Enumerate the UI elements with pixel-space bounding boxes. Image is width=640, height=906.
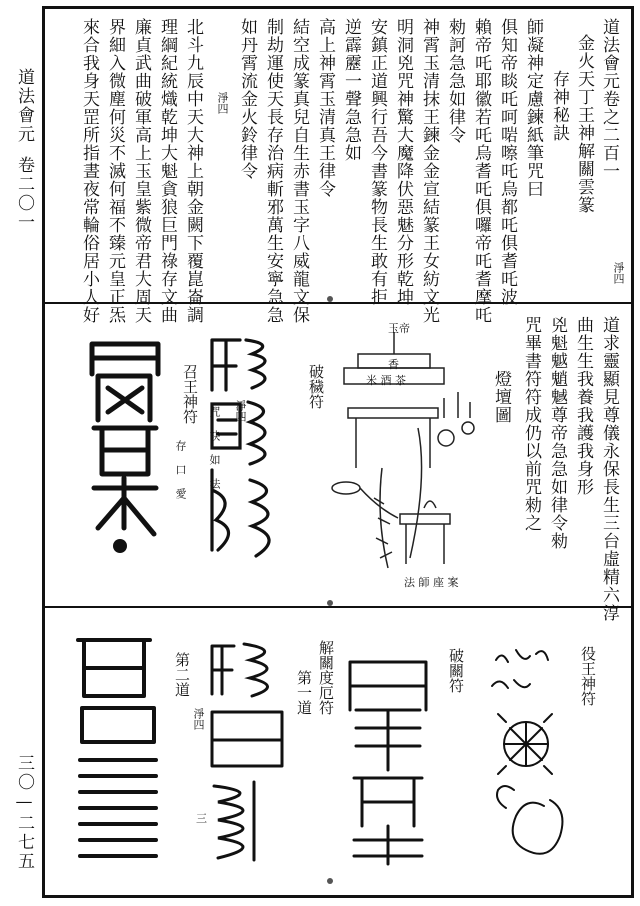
text-column: 北斗九辰中天大神上朝金闕下覆崑崙調 bbox=[183, 18, 203, 324]
divider-bottom bbox=[42, 606, 634, 608]
altar-label-table: 法 師 座 案 bbox=[404, 576, 459, 589]
jie-guan-talisman-second bbox=[70, 626, 166, 876]
po-guan-talisman bbox=[340, 650, 436, 872]
altar-label-offerings: 米 酒 茶 bbox=[366, 374, 406, 387]
altar-diagram-title: 燈壇圖 bbox=[491, 370, 511, 424]
book-title: 道法會元 bbox=[14, 68, 34, 144]
text-column: 賴帝吒耶徽若吒烏耆吒俱囉帝吒耆摩吒 bbox=[471, 18, 491, 324]
text-column: 如丹霄流金火鈴律令 bbox=[237, 18, 257, 180]
binding-dot bbox=[327, 600, 333, 606]
text-column: 廉貞武曲破軍高上玉皇紫微帝君大周天 bbox=[131, 18, 151, 324]
text-column: 曲生生我養我護我身形 bbox=[573, 316, 593, 496]
margin-note: 淨四 bbox=[216, 92, 229, 114]
po-guan-label: 破關符 bbox=[447, 648, 465, 693]
yi-wang-label: 役王神符 bbox=[579, 646, 597, 706]
text-column: 理綱紀統熾乾坤大魁貪狼巨門祿存文曲 bbox=[157, 18, 177, 324]
text-column: 安鎮正道興行吾今書篆物長生敢有拒 bbox=[367, 18, 387, 306]
summon-label: 召王神符 bbox=[181, 364, 199, 424]
text-column: 界細入微塵何災不滅何福不臻元皇正炁 bbox=[105, 18, 125, 324]
first-label: 第一道 bbox=[295, 670, 313, 715]
altar-illustration bbox=[318, 318, 486, 580]
summon-talisman bbox=[84, 328, 166, 560]
text-column: 明洞兇咒神驚大魔降伏惡魅分形乾坤 bbox=[393, 18, 413, 306]
volume-label: 卷二〇一 bbox=[14, 156, 34, 232]
text-column: 金火天丁王神解關雲篆 bbox=[574, 34, 594, 214]
seal-note: 淨四 bbox=[234, 400, 247, 422]
summon-note: 存 口 愛 bbox=[174, 440, 187, 499]
text-column: 結空成篆真兒自生赤書玉字八威龍文保 bbox=[289, 18, 309, 324]
text-column: 勑訶急急如律令 bbox=[445, 18, 465, 144]
text-column: 兇魁魆魈魊尊帝急急如律令勑 bbox=[547, 316, 567, 550]
text-column: 道法會元卷之二百一 bbox=[599, 18, 619, 180]
text-column: 咒畢書符符成仍以前咒勑之 bbox=[521, 316, 541, 532]
text-column: 神霄玉清抹王鍊金金宣結篆王女紡文光 bbox=[419, 18, 439, 324]
text-column: 師凝神定慮鍊紙筆咒曰 bbox=[523, 18, 543, 198]
text-column: 存神秘訣 bbox=[549, 70, 569, 142]
text-column: 俱知帝睒吒呵啱嚓吒烏都吒俱耆吒波 bbox=[497, 18, 517, 306]
side-margin bbox=[4, 6, 40, 898]
binding-dot bbox=[327, 878, 333, 884]
jie-guan-label: 解關度厄符 bbox=[317, 640, 335, 715]
yi-wang-talisman bbox=[486, 640, 582, 876]
altar-label-top: 玉帝 bbox=[388, 322, 410, 335]
jie-guan-talisman-first bbox=[204, 636, 290, 872]
altar-label-incense: 香 bbox=[388, 358, 399, 371]
text-column: 制劫運使天長存治病斬邪萬生安寧急急 bbox=[263, 18, 283, 324]
text-column: 逆霹靂一聲急急如 bbox=[341, 18, 361, 162]
page-number: 三〇—二七五 bbox=[14, 754, 34, 871]
text-column: 道求靈顯見尊儀永保長生三台虛精六淳 bbox=[599, 316, 619, 622]
margin-note: 淨四 bbox=[612, 262, 625, 284]
po-hui-label: 破穢符 bbox=[307, 364, 325, 409]
second-label: 第二道 bbox=[173, 652, 191, 697]
text-column: 來合我身天罡所指晝夜常輪俗居小人好 bbox=[79, 18, 99, 324]
text-column: 高上神霄玉清真王律令 bbox=[315, 18, 335, 198]
jing-note: 淨四 bbox=[192, 708, 205, 730]
summon-note: 咒 訣 如 法 bbox=[208, 406, 221, 489]
binding-dot bbox=[327, 296, 333, 302]
san-note: 三 bbox=[196, 812, 207, 825]
